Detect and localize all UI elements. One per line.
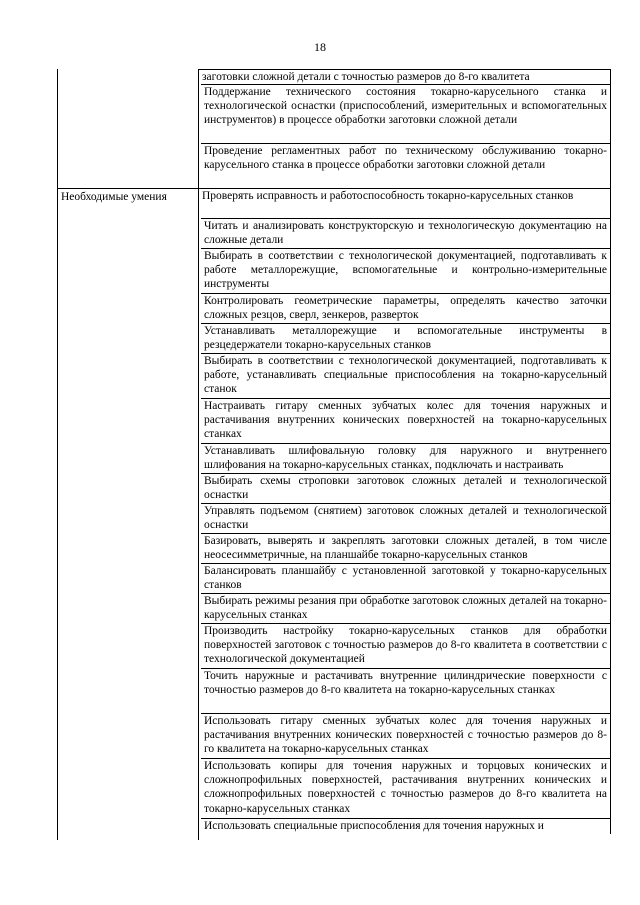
table-row: Устанавливать металлорежущие и вспомогательные инструменты в резцедержатели токарно-карусельных станков [201, 323, 611, 353]
table-row: Настраивать гитару сменных зубчатых колес для точения наружных и растачивания внутренних конических поверхностей на токарно-карусельных станках [201, 398, 611, 443]
table-rows [199, 69, 611, 834]
table-row: Базировать, выверять и закреплять заготовки сложных деталей, в том числе неосесимметричные, на планшайбе токарно-карусельных станков [201, 533, 611, 563]
table-row: заготовки сложной детали с точностью размеров до 8-го квалитета [199, 69, 611, 84]
table-row: Проведение регламентных работ по техническому обслуживанию токарно-карусельного станка в процессе обработки заготовки сложной детали [201, 143, 611, 188]
table-row: Поддержание технического состояния токарно-карусельного станка и технологической оснастки (приспособлений, измерительных и вспомогательных инструментов) в процессе обработки заготовки сложной детали [201, 84, 611, 143]
table-row: Производить настройку токарно-карусельных станков для обработки поверхностей заготовок с точностью размеров до 8-го квалитета в соответствии с технологической документацией [201, 623, 611, 668]
table-row: Устанавливать шлифовальную головку для наружного и внутреннего шлифования на токарно-карусельных станках, подключать и настраивать [201, 443, 611, 473]
table-row: Проверять исправность и работоспособность токарно-карусельных станков [199, 188, 611, 218]
table-row: Управлять подъемом (снятием) заготовок сложных деталей и технологической оснастки [201, 503, 611, 533]
table-row: Контролировать геометрические параметры, определять качество заточки сложных резцов, сверл, зенкеров, разверток [201, 293, 611, 323]
competency-table [57, 69, 612, 840]
table-row: Выбирать в соответствии с технологической документацией, подготавливать к работе металлорежущие, вспомогательные и контрольно-измерительные инструменты [201, 248, 611, 293]
table-row: Использовать специальные приспособления для точения наружных и [201, 818, 611, 834]
section-label-skills: Необходимые умения [61, 191, 167, 203]
table-left-column [58, 69, 199, 840]
table-row: Выбирать схемы строповки заготовок сложных деталей и технологической оснастки [201, 473, 611, 503]
table-row: Читать и анализировать конструкторскую и технологическую документацию на сложные детали [201, 218, 611, 248]
left-column-divider [58, 188, 198, 189]
table-row: Точить наружные и растачивать внутренние цилиндрические поверхности с точностью размеров до 8-го квалитета на токарно-карусельных станках [201, 668, 611, 713]
table-row: Использовать гитару сменных зубчатых колес для точения наружных и растачивания внутренних конических поверхностей с точностью размеров до 8-го квалитета на токарно-карусельных станках [201, 713, 611, 758]
table-row: Балансировать планшайбу с установленной заготовкой у токарно-карусельных станков [201, 563, 611, 593]
table-row: Выбирать в соответствии с технологической документацией, подготавливать к работе, устанавливать специальные приспособления на токарно-карусельный станок [201, 353, 611, 398]
table-row: Использовать копиры для точения наружных и торцовых конических и сложнопрофильных поверхностей, растачивания внутренних конических и сложнопрофильных поверхностей с точностью размеров до 8-го квалитета на токарно-карусельных станках [201, 758, 611, 818]
table-row: Выбирать режимы резания при обработке заготовок сложных деталей на токарно-карусельных станках [201, 593, 611, 623]
page-number: 18 [314, 40, 326, 54]
